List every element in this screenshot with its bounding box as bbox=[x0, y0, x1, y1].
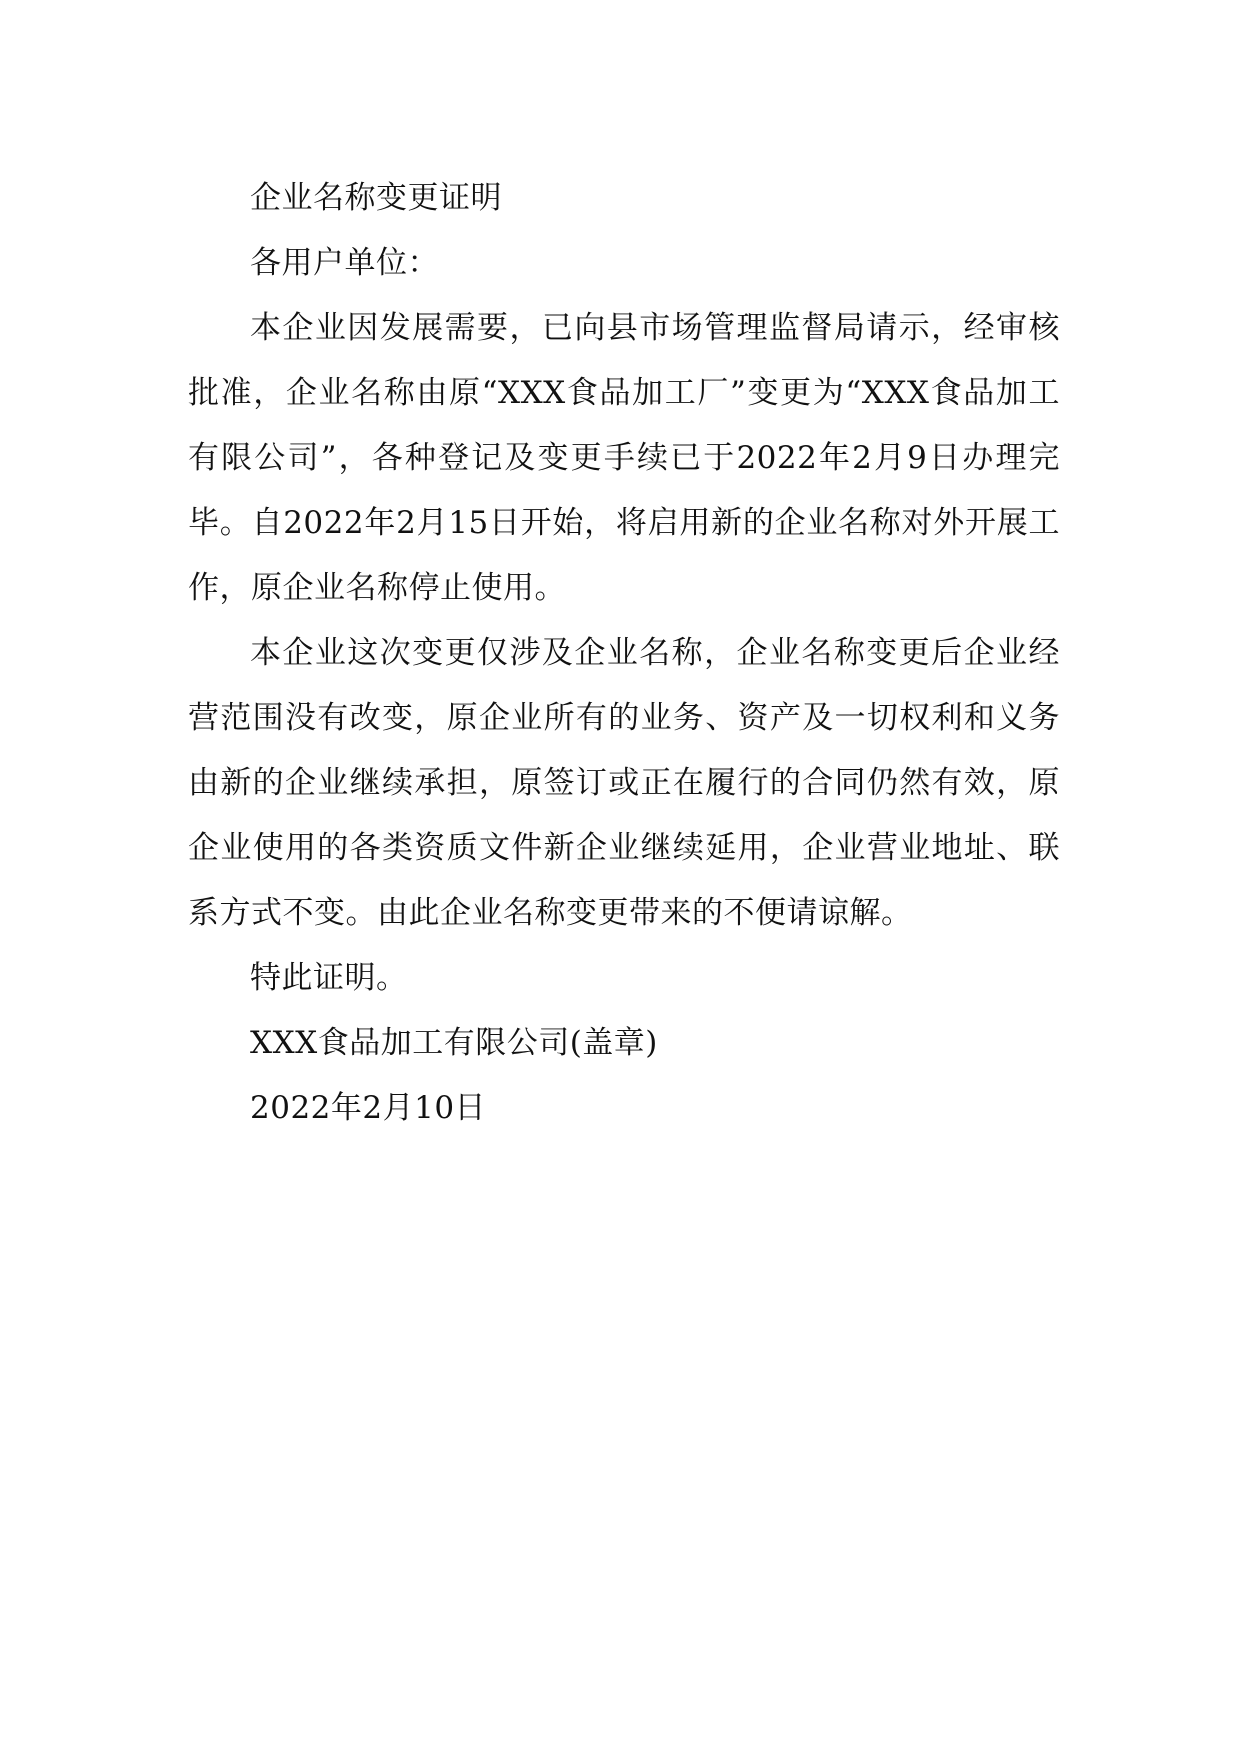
company-signature: XXX食品加工有限公司(盖章) bbox=[250, 1025, 658, 1061]
body-paragraph-2: 本企业这次变更仅涉及企业名称，企业名称变更后企业经营范围没有改变，原企业所有的业务、资产及一切权利和义务由新的企业继续承担，原签订或正在履行的合同仍然有效，原企业使用的各类资质文件新企业继续延用，企业营业地址、联系方式不变。由此企业名称变更带来的不便请谅解。 bbox=[188, 635, 1060, 931]
salutation: 各用户单位： bbox=[250, 245, 439, 281]
document-body bbox=[188, 166, 1060, 1141]
issue-date: 2022年2月10日 bbox=[250, 1090, 487, 1126]
closing-statement: 特此证明。 bbox=[250, 960, 408, 996]
body-paragraph-1: 本企业因发展需要，已向县市场管理监督局请示，经审核批准，企业名称由原“XXX食品加工厂”变更为“XXX食品加工有限公司”，各种登记及变更手续已于2022年2月9日办理完毕。自2022年2月15日开始，将启用新的企业名称对外开展工作，原企业名称停止使用。 bbox=[188, 310, 1060, 606]
document-title: 企业名称变更证明 bbox=[250, 180, 502, 216]
